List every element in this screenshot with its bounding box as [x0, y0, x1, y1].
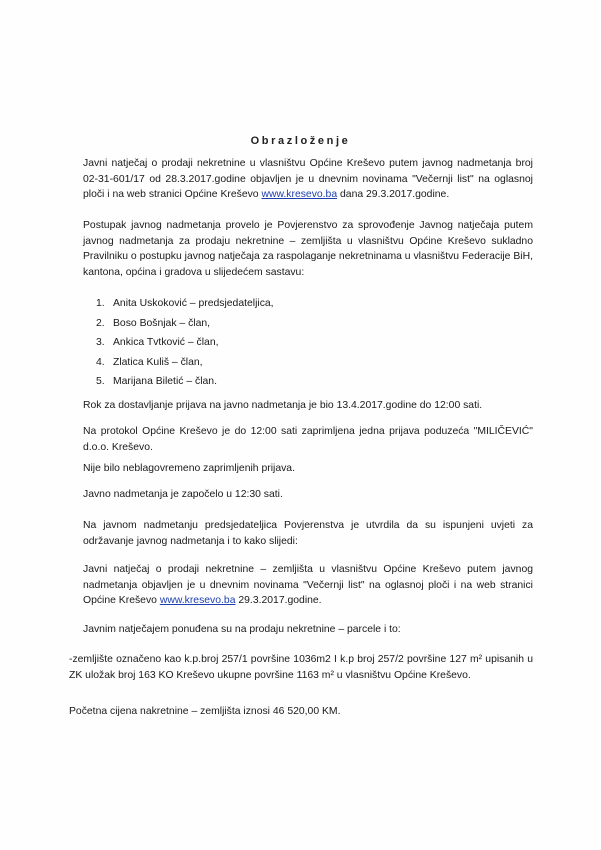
member-name: Anita Uskoković – predsjedateljica, [113, 298, 274, 309]
announcement-date: dana 29.3.2017.godine. [337, 189, 450, 201]
commission-members-list [96, 294, 274, 392]
list-item: 2. Boso Bošnjak – član, [96, 317, 211, 329]
website-link[interactable]: www.kresevo.ba [159, 595, 236, 607]
publication-date: 29.3.2017.godine. [235, 595, 322, 607]
member-name: Zlatica Kuliš – član, [113, 356, 203, 368]
paragraph-commission: Postupak javnog nadmetanja provelo je Povjerenstvo za sprovođenje Javnog natječaja putem javnog nadmetanja za prodaju nekretnine – zemljišta u vlasništvu Općine Kreševo sukladno Pravilniku o postupku javnog natječaja za raspolaganje nekretninama u vlasništvu Federacije BiH, kantona, općina i gradova u slijedećem sastavu: [83, 220, 533, 278]
paragraph-conditions: Na javnom nadmetanju predsjedateljica Povjerenstva je utvrdila da su ispunjeni uvjeti za održavanje javnog nadmetanja i to kako slijedi: [83, 520, 533, 547]
list-item: 1. Anita Uskoković – predsjedateljica, [96, 298, 274, 309]
paragraph-publication [83, 562, 533, 609]
paragraph-received: Na protokol Općine Kreševo je do 12:00 sati zaprimljena jedna prijava poduzeća "MILIČEVIĆ" d.o.o. Kreševo. [83, 426, 533, 453]
paragraph-no-late: Nije bilo neblagovremeno zaprimljenih prijava. [83, 463, 295, 474]
paragraph-starting-price: Početna cijena nakretnine – zemljišta iznosi 46 520,00 KM. [69, 706, 341, 717]
paragraph-offered: Javnim natječajem ponuđena su na prodaju nekretnine – parcele i to: [83, 624, 401, 635]
announcement-text: Javni natječaj o prodaji nekretnine u vlasništvu Općine Kreševo putem javnog nadmetanja broj 02-31-601/17 od 28.3.2017.godine objavljen je u dnevnim novinama "Večernji list" na oglasnoj ploči i na web stranici Općine Kreševo [83, 158, 533, 201]
paragraph-announcement [83, 156, 533, 203]
publication-text: Javni natječaj o prodaji nekretnine – zemljišta u vlasništvu Općine Kreševo putem javnog nadmetanja objavljen je u dnevnim novinama "Večernji list" na oglasnoj ploči i na web stranici Općine Kreševo [83, 564, 533, 607]
list-item: 4. Zlatica Kuliš – član, [96, 356, 203, 368]
member-name: Marijana Biletić – član. [113, 376, 217, 388]
list-item: 5. Marijana Biletić – član. [96, 376, 217, 388]
member-name: Ankica Tvtković – član, [113, 337, 219, 349]
paragraph-start-time: Javno nadmetanja je započelo u 12:30 sati. [83, 489, 283, 500]
paragraph-deadline: Rok za dostavljanje prijava na javno nadmetanja je bio 13.4.2017.godine do 12:00 sati. [83, 400, 483, 411]
website-link[interactable]: www.kresevo.ba [261, 189, 338, 201]
member-name: Boso Bošnjak – član, [113, 317, 211, 329]
list-item: 3. Ankica Tvtković – član, [96, 337, 219, 349]
paragraph-land-description: -zemljište označeno kao k.p.broj 257/1 površine 1036m2 I k.p broj 257/2 površine 127 m² upisanih u ZK uložak broj 163 KO Kreševo ukupne površine 1163 m² u vlasništvu Općine Kreševo. [69, 654, 533, 681]
document-title: Obrazloženje [250, 135, 351, 147]
